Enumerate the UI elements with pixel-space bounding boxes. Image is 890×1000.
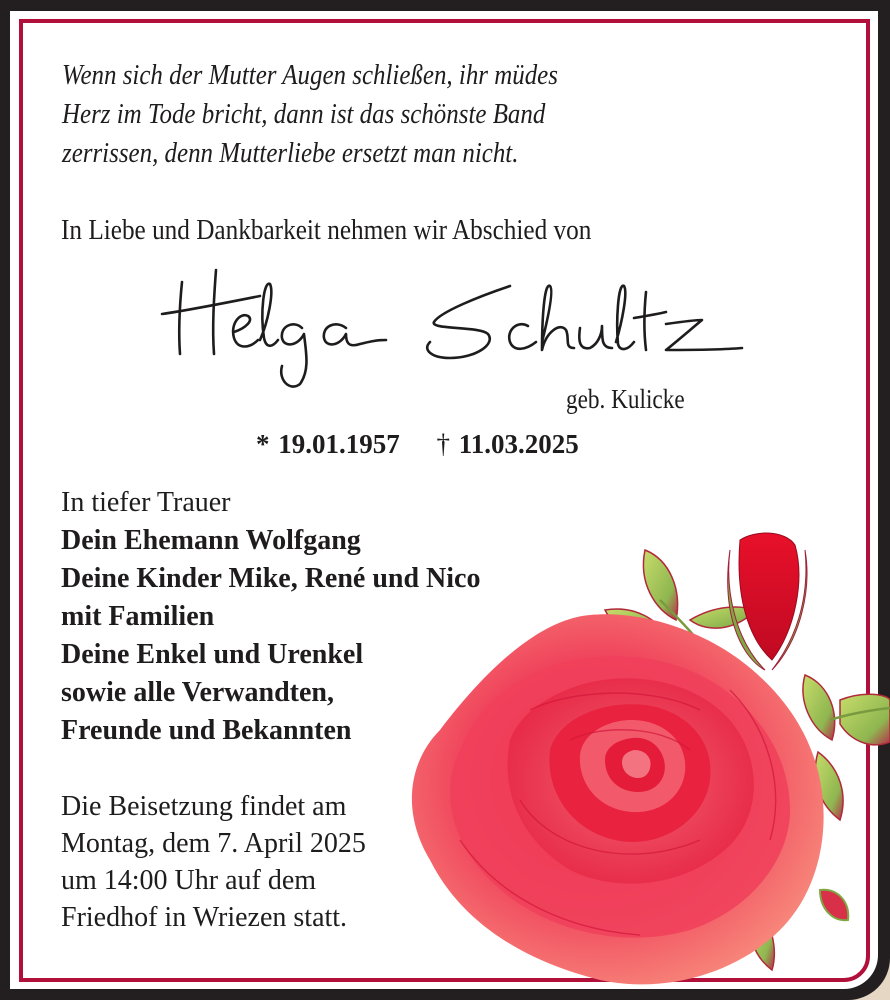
death-date: 11.03.2025 [458,429,579,459]
funeral-details [61,788,366,936]
funeral-line: Friedhof in Wriezen statt. [61,902,348,933]
death-cross-icon: † [436,429,450,459]
birth-star-icon: * [256,429,270,459]
life-dates [256,428,579,460]
rose-flower-icon [412,614,824,984]
quote-line: Wenn sich der Mutter Augen schließen, ihr müdes [62,59,558,91]
mourner-line: Freunde und Bekannten [61,715,352,746]
mourner-line: sowie alle Verwandten, [61,677,334,708]
rose-illustration [400,510,890,990]
mourner-line: Deine Kinder Mike, René und Nico [61,563,481,594]
memorial-quote [62,56,558,173]
funeral-line: Montag, dem 7. April 2025 [61,828,366,859]
mourner-line: Deine Enkel und Urenkel [61,639,364,670]
birth-date: 19.01.1957 [278,429,400,459]
mourner-line: Dein Ehemann Wolfgang [61,525,361,556]
funeral-line: um 14:00 Uhr auf dem [61,865,317,896]
deceased-name-signature [150,262,750,392]
birth-name: geb. Kulicke [566,384,685,414]
funeral-line: Die Beisetzung findet am [61,791,347,822]
quote-line: zerrissen, denn Mutterliebe ersetzt man nicht. [62,137,519,169]
farewell-intro: In Liebe und Dankbarkeit nehmen wir Abschied von [61,214,592,246]
mourner-line: mit Familien [61,601,215,632]
mourning-lead: In tiefer Trauer [61,487,231,518]
quote-line: Herz im Tode bricht, dann ist das schönste Band [62,98,546,130]
